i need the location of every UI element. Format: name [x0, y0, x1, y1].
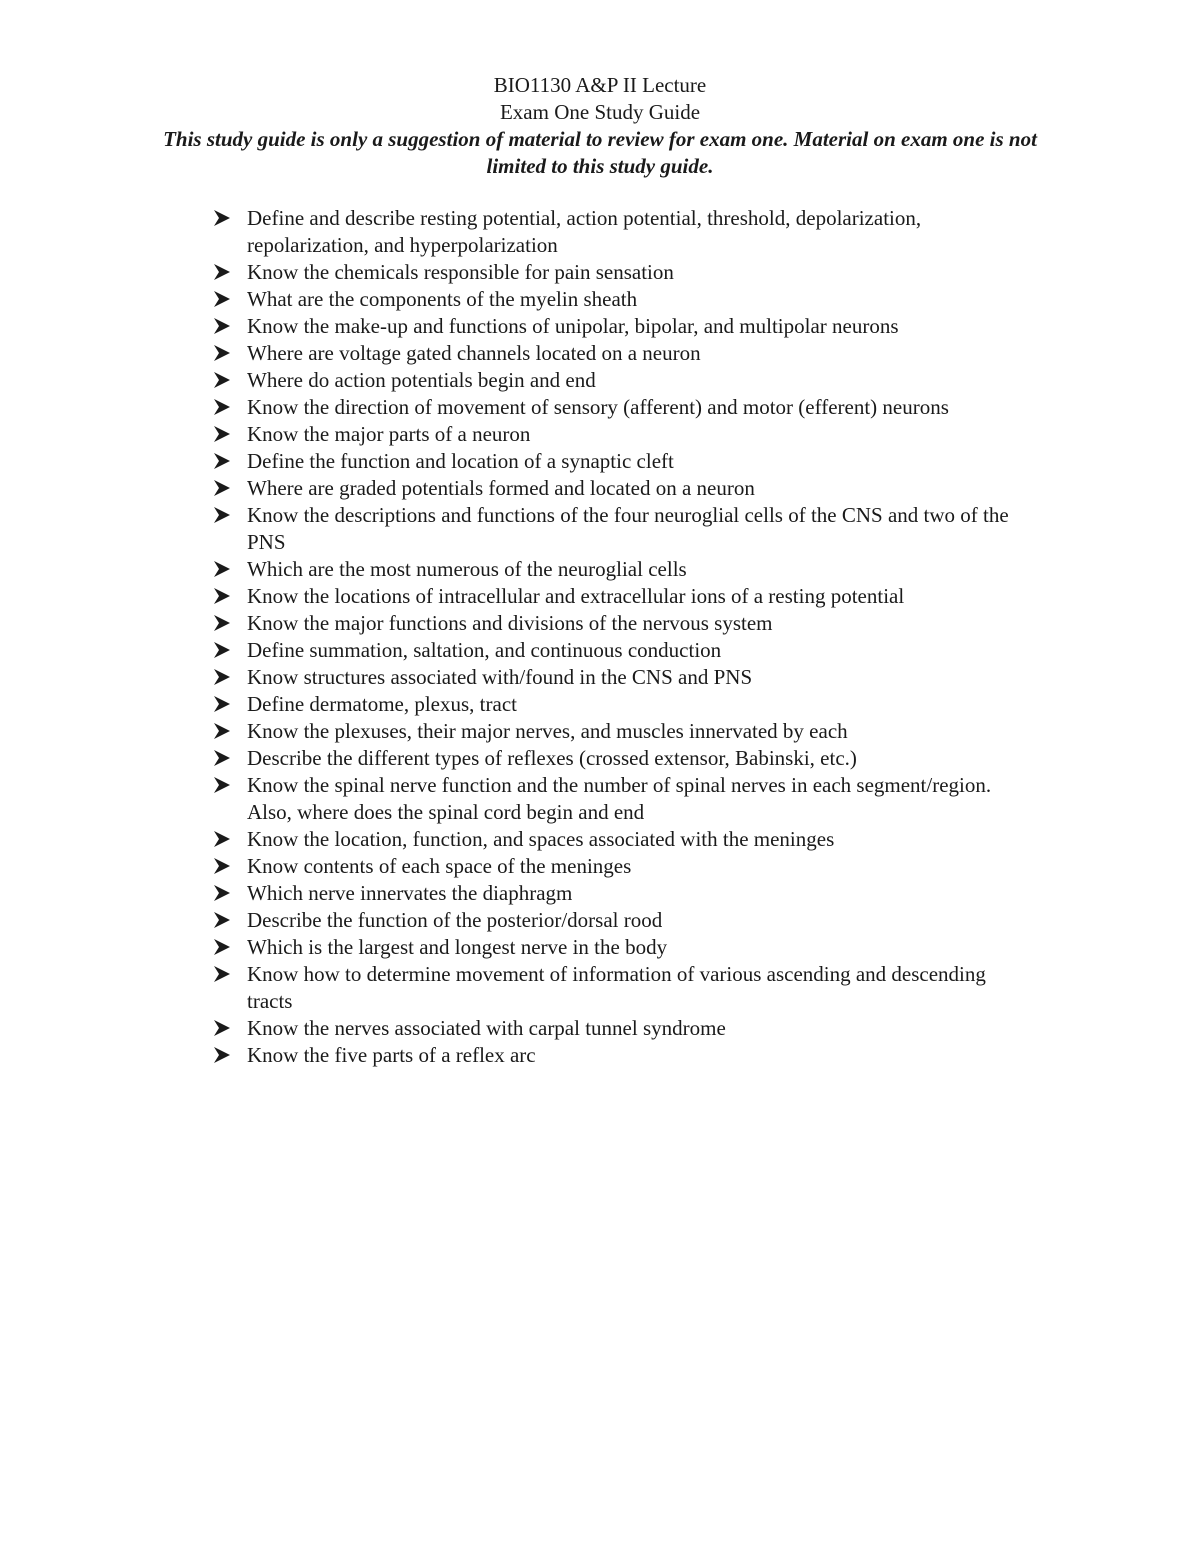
arrowhead-bullet-icon [212, 505, 232, 525]
list-item [212, 448, 1012, 475]
arrowhead-bullet-icon [212, 667, 232, 687]
arrowhead-bullet-icon [212, 424, 232, 444]
list-item [212, 556, 1012, 583]
list-item-text: Know the plexuses, their major nerves, and muscles innervated by each [247, 719, 848, 743]
arrowhead-bullet-icon [212, 613, 232, 633]
arrowhead-bullet-icon [212, 910, 232, 930]
list-item-text: Know the major parts of a neuron [247, 422, 531, 446]
list-item-text: Know the chemicals responsible for pain sensation [247, 260, 674, 284]
list-item [212, 637, 1012, 664]
arrowhead-bullet-icon [212, 262, 232, 282]
arrowhead-bullet-icon [212, 883, 232, 903]
list-item [212, 1015, 1012, 1042]
list-item [212, 394, 1012, 421]
list-item-text: Know the descriptions and functions of the four neuroglial cells of the CNS and two of the PNS [247, 503, 1009, 554]
arrowhead-bullet-icon [212, 208, 232, 228]
list-item [212, 1042, 1012, 1069]
list-item [212, 664, 1012, 691]
list-item [212, 610, 1012, 637]
document-header [150, 72, 1050, 180]
study-items-list [212, 205, 1012, 1069]
arrowhead-bullet-icon [212, 478, 232, 498]
arrowhead-bullet-icon [212, 451, 232, 471]
list-item [212, 259, 1012, 286]
list-item-text: Define summation, saltation, and continuous conduction [247, 638, 722, 662]
list-item [212, 583, 1012, 610]
list-item-text: Know the major functions and divisions of the nervous system [247, 611, 773, 635]
list-item-text: Which nerve innervates the diaphragm [247, 881, 573, 905]
list-item-text: Which is the largest and longest nerve in the body [247, 935, 668, 959]
arrowhead-bullet-icon [212, 370, 232, 390]
list-item-text: Know the spinal nerve function and the number of spinal nerves in each segment/region. Also, where does the spinal cord begin and end [247, 773, 992, 824]
list-item-text: Describe the different types of reflexes (crossed extensor, Babinski, etc.) [247, 746, 857, 770]
list-item [212, 286, 1012, 313]
list-item-text: Where are voltage gated channels located on a neuron [247, 341, 701, 365]
list-item [212, 718, 1012, 745]
arrowhead-bullet-icon [212, 397, 232, 417]
list-item [212, 313, 1012, 340]
arrowhead-bullet-icon [212, 289, 232, 309]
list-item [212, 934, 1012, 961]
list-item-text: Where do action potentials begin and end [247, 368, 596, 392]
list-item-text: Which are the most numerous of the neuroglial cells [247, 557, 687, 581]
arrowhead-bullet-icon [212, 1045, 232, 1065]
arrowhead-bullet-icon [212, 856, 232, 876]
arrowhead-bullet-icon [212, 586, 232, 606]
list-item [212, 853, 1012, 880]
list-item [212, 826, 1012, 853]
list-item [212, 205, 1012, 259]
list-item-text: Describe the function of the posterior/dorsal rood [247, 908, 663, 932]
list-item-text: Know contents of each space of the meninges [247, 854, 632, 878]
list-item-text: Know the five parts of a reflex arc [247, 1043, 536, 1067]
list-item-text: Define and describe resting potential, action potential, threshold, depolarization, repolarization, and hyperpolarization [247, 206, 922, 257]
guide-title: Exam One Study Guide [499, 100, 701, 124]
list-item-text: Know structures associated with/found in the CNS and PNS [247, 665, 753, 689]
arrowhead-bullet-icon [212, 829, 232, 849]
list-item [212, 880, 1012, 907]
arrowhead-bullet-icon [212, 937, 232, 957]
list-item-text: Know the locations of intracellular and extracellular ions of a resting potential [247, 584, 905, 608]
list-item [212, 367, 1012, 394]
list-item [212, 475, 1012, 502]
list-item [212, 340, 1012, 367]
list-item-text: Know the location, function, and spaces associated with the meninges [247, 827, 835, 851]
list-item [212, 907, 1012, 934]
list-item [212, 691, 1012, 718]
list-item [212, 961, 1012, 1015]
arrowhead-bullet-icon [212, 316, 232, 336]
arrowhead-bullet-icon [212, 694, 232, 714]
arrowhead-bullet-icon [212, 721, 232, 741]
arrowhead-bullet-icon [212, 559, 232, 579]
list-item-text: What are the components of the myelin sheath [247, 287, 638, 311]
list-item-text: Define the function and location of a synaptic cleft [247, 449, 674, 473]
list-item-text: Know the nerves associated with carpal tunnel syndrome [247, 1016, 726, 1040]
list-item [212, 772, 1012, 826]
arrowhead-bullet-icon [212, 1018, 232, 1038]
list-item [212, 502, 1012, 556]
list-item-text: Know the make-up and functions of unipolar, bipolar, and multipolar neurons [247, 314, 899, 338]
disclaimer-note: This study guide is only a suggestion of material to review for exam one. Material on exam one is not limited to this study guide. [163, 127, 1037, 178]
course-title: BIO1130 A&P II Lecture [493, 73, 707, 97]
list-item-text: Where are graded potentials formed and located on a neuron [247, 476, 755, 500]
list-item-text: Know the direction of movement of sensory (afferent) and motor (efferent) neurons [247, 395, 949, 419]
arrowhead-bullet-icon [212, 640, 232, 660]
arrowhead-bullet-icon [212, 748, 232, 768]
list-item [212, 421, 1012, 448]
arrowhead-bullet-icon [212, 964, 232, 984]
list-item-text: Define dermatome, plexus, tract [247, 692, 517, 716]
list-item-text: Know how to determine movement of information of various ascending and descending tracts [247, 962, 986, 1013]
arrowhead-bullet-icon [212, 343, 232, 363]
arrowhead-bullet-icon [212, 775, 232, 795]
list-item [212, 745, 1012, 772]
